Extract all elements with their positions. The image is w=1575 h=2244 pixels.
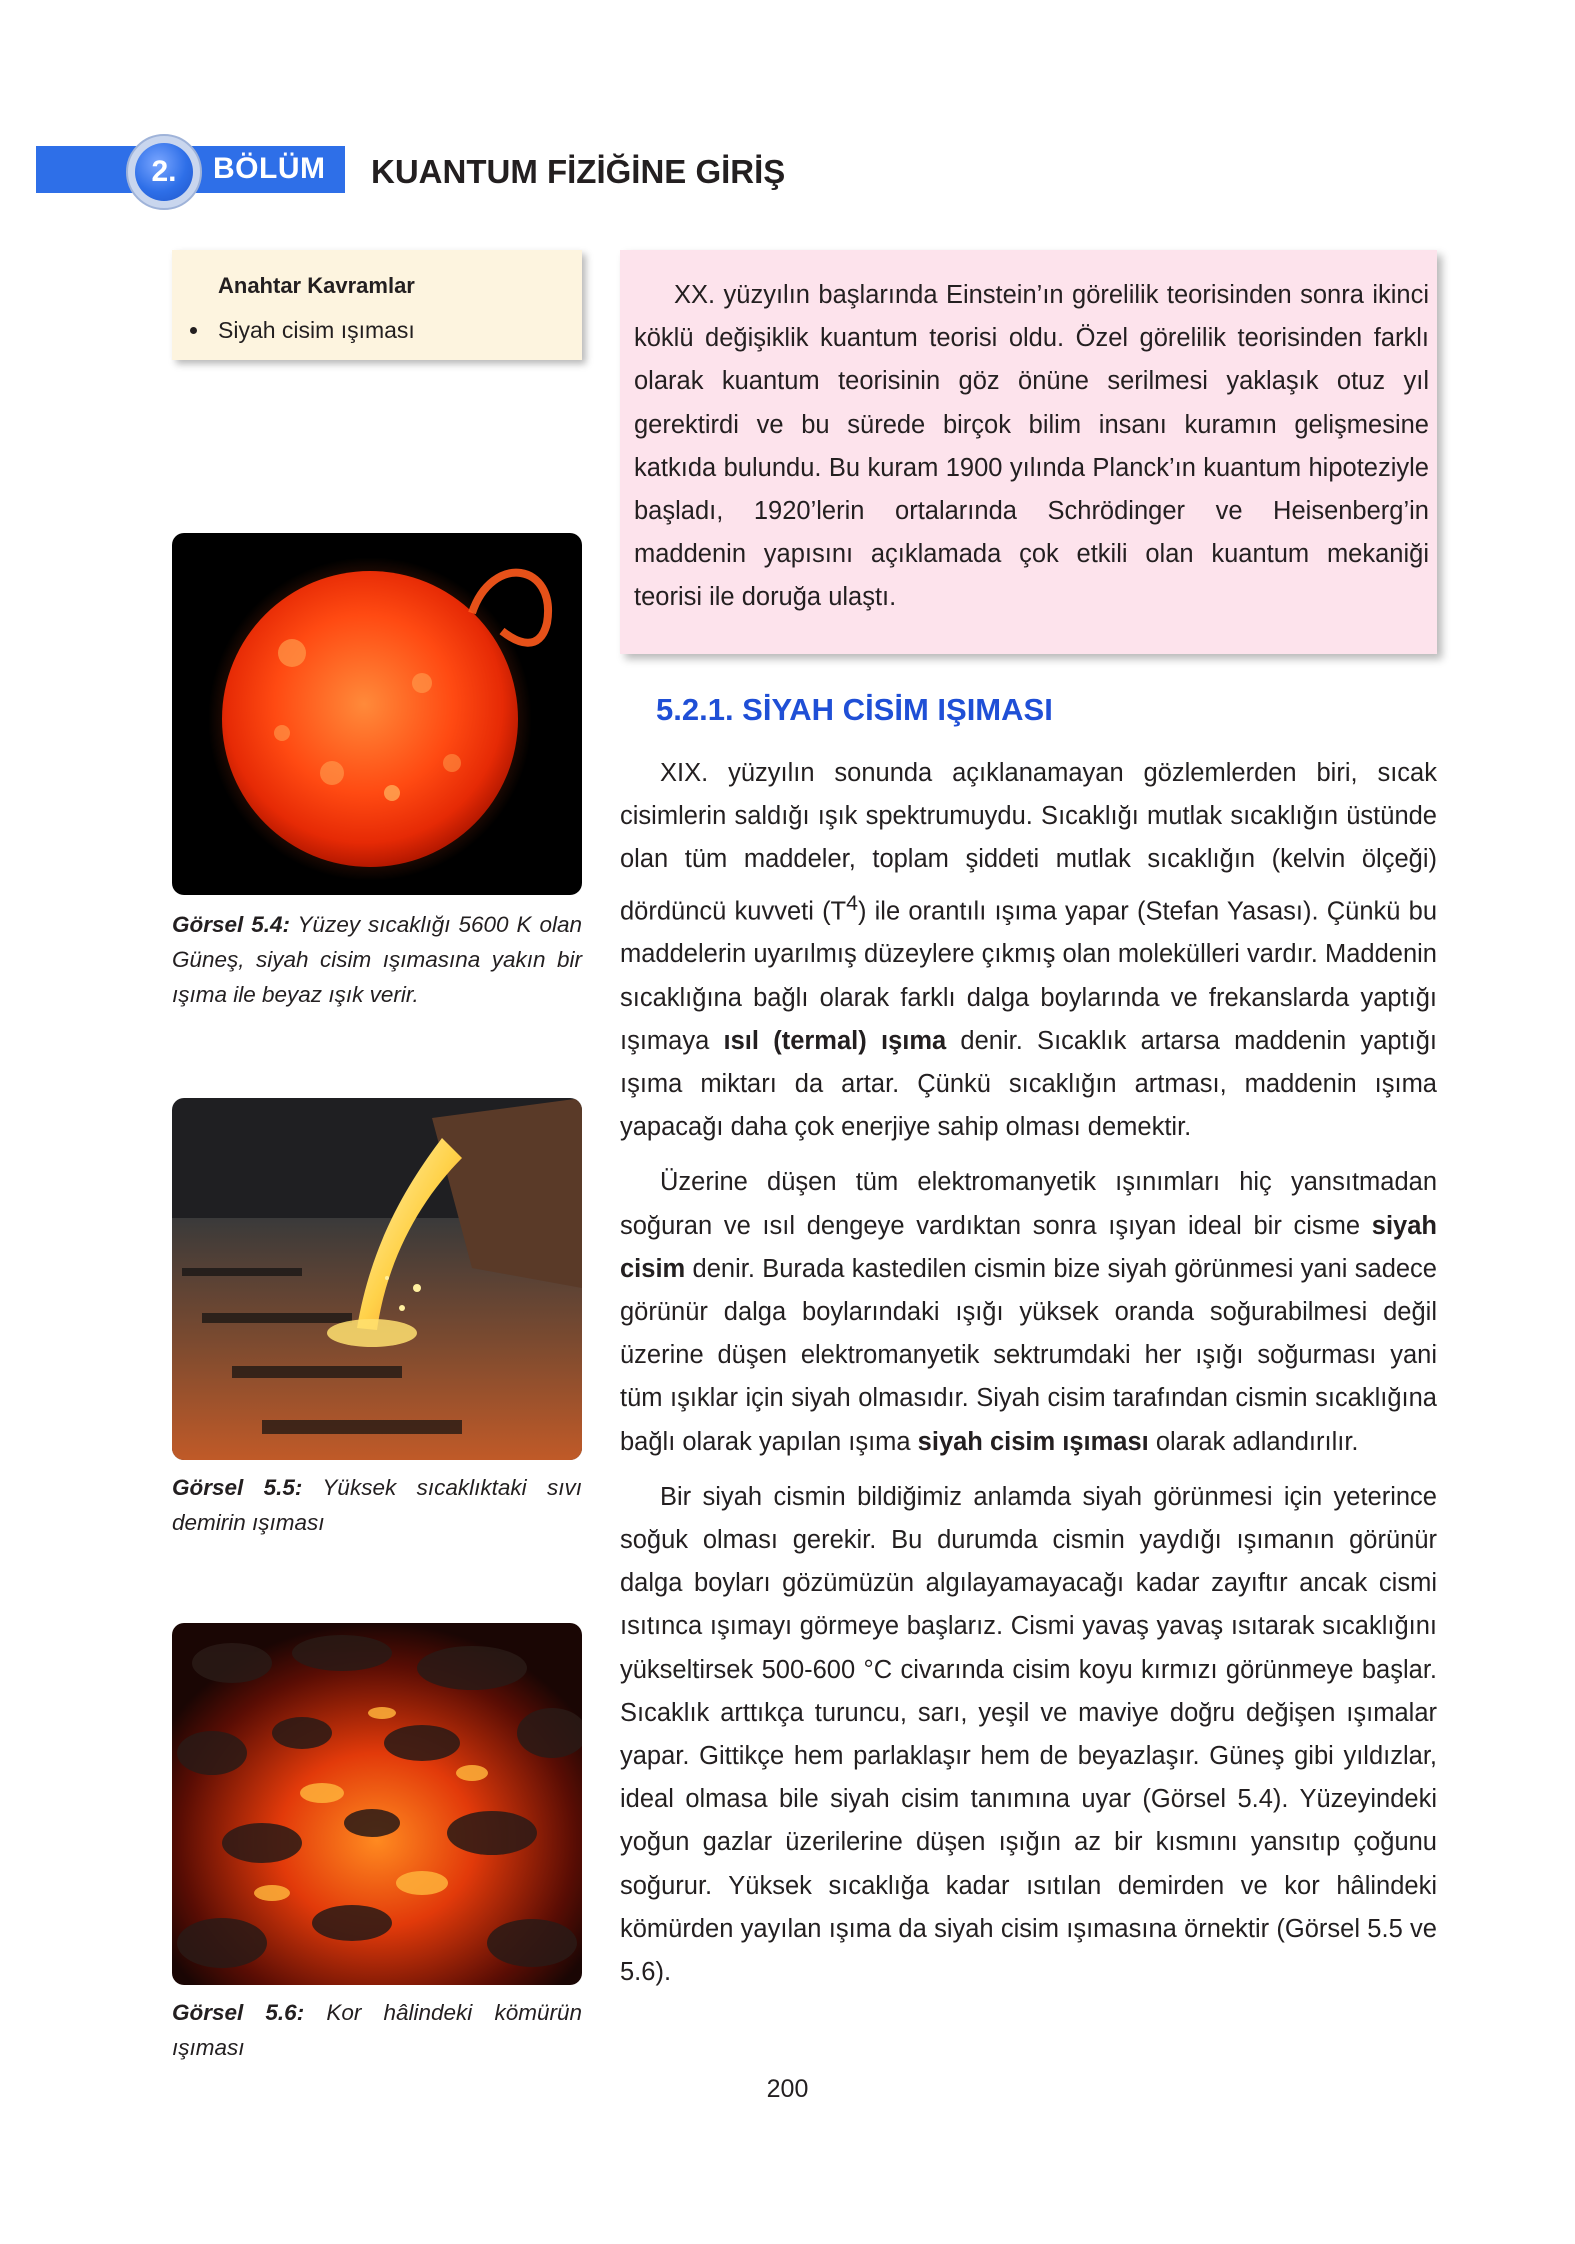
sun-photo	[172, 533, 582, 895]
section-title: 5.2.1. SİYAH CİSİM IŞIMASI	[656, 692, 1053, 727]
paragraph-text: Üzerine düşen tüm elektromanyetik ışınımları hiç yansıtmadan soğuran ve ısıl dengeye vardıktan sonra ışıyan ideal bir cisme	[620, 1168, 1437, 1240]
chapter-number-badge	[135, 143, 193, 201]
key-concepts-list	[218, 316, 582, 344]
chapter-word: BÖLÜM	[213, 152, 326, 185]
figure-caption-5-5	[172, 1470, 582, 1540]
molten-iron-photo	[172, 1098, 582, 1460]
figure-caption-text: Yüksek sıcaklıktaki sıvı demirin ışıması	[172, 1475, 582, 1535]
figure-caption-5-6	[172, 1995, 582, 2065]
chapter-number: 2.	[151, 155, 177, 188]
paragraph-text: denir. Burada kastedilen cismin bize siyah görünmesi yani sadece görünür dalga boylarındaki ışığı yüksek oranda soğurabilmesi değil üzerine düşen elektromanyetik sektrumdaki her ışığı soğurması yani tüm ışıklar için siyah olmasıdır. Siyah cisim tarafından cismin sıcaklığına bağlı olarak yapılan ışıma	[620, 1254, 1437, 1456]
paragraph-2	[620, 1161, 1437, 1463]
intro-text: XX. yüzyılın başlarında Einstein’ın görelilik teorisinden sonra ikinci köklü değişiklik kuantum teorisi oldu. Özel görelilik teorisinden farklı olarak kuantum teorisinin göz önüne serilmesi yaklaşık otuz yıl gerektirdi ve bu sürede birçok bilim insanı kuramın gelişmesine katkıda bulundu. Bu kuram 1900 yılında Planck’ın kuantum hipoteziyle başladı, 1920’lerin ortalarında Schrödinger ve Heisenberg’in maddenin yapısını açıklamada çok etkili olan kuantum mekaniği teorisi ile doruğa ulaştı.	[634, 281, 1429, 612]
page-number: 200	[766, 2075, 809, 2103]
figure-caption-text: Yüzey sıcaklığı 5600 K olan Güneş, siyah cisim ışımasına yakın bir ışıma ile beyaz ışık verir.	[172, 912, 582, 1007]
key-concepts-box	[172, 250, 582, 360]
chapter-title: KUANTUM FİZİĞİNE GİRİŞ	[371, 153, 786, 190]
figure-label: Görsel 5.5:	[172, 1475, 303, 1500]
term-black-body: siyah cisim	[620, 1211, 1437, 1283]
paragraph-text: denir. Sıcaklık artarsa maddenin yaptığı ışıma miktarı da artar. Çünkü sıcaklığın artması, maddenin ışıma yapacağı daha çok enerjiye sahip olması demektir.	[620, 1026, 1437, 1142]
paragraph-3: Bir siyah cismin bildiğimiz anlamda siyah görünmesi için yeterince soğuk olması gerekir. Bu durumda cismin yaydığı ışımanın görünür dalga boyları gözümüzün algılayamayacağı kadar zayıftır ancak cismi ısıtınca ışımayı görmeye başlarız. Cismi yavaş yavaş ısıtarak sıcaklığını yükseltirsek 500-600 °C civarında cisim koyu kırmızı görünmeye başlar. Sıcaklık arttıkça turuncu, sarı, yeşil ve maviye doğru değişen ışımalar yapar. Gittikçe hem parlaklaşır hem de beyazlaşır. Güneş gibi yıldızlar, ideal olmasa bile siyah cisim tanımına uyar (Görsel 5.4). Yüzeyindeki yoğun gazlar üzerilerine düşen ışığın az bir kısmını yansıtıp çoğunu soğurur. Yüksek sıcaklığa kadar ısıtılan demirden ve kor hâlindeki kömürden yayılan ışıma da siyah cisim ışımasına örnektir (Görsel 5.5 ve 5.6).	[620, 1482, 1437, 1986]
figure-label: Görsel 5.4:	[172, 912, 290, 937]
key-concept-item: Siyah cisim ışıması	[218, 316, 582, 344]
key-concepts-title: Anahtar Kavramlar	[218, 273, 415, 298]
figure-caption-text: Kor hâlindeki kömürün ışıması	[172, 2000, 582, 2060]
paragraph-text: XIX. yüzyılın sonunda açıklanamayan gözlemlerden biri, sıcak cisimlerin saldığı ışık spektrumuydu. Sıcaklığı mutlak sıcaklığın üstünde olan tüm maddeler, toplam şiddeti mutlak sıcaklığın (kelvin ölçeği) dördüncü kuvveti (T	[620, 759, 1437, 926]
term-thermal-radiation: ısıl (termal) ışıma	[723, 1026, 947, 1055]
figure-caption-5-4	[172, 907, 582, 1012]
term-black-body-radiation: siyah cisim ışıması	[917, 1427, 1149, 1456]
paragraph-1	[620, 752, 1437, 1149]
glowing-coal-photo	[172, 1623, 582, 1985]
intro-box	[620, 250, 1437, 654]
paragraph-text: ) ile orantılı ışıma yapar (Stefan Yasası). Çünkü bu maddelerin uyarılmış düzeylere çıkmış olan molekülleri vardır. Maddenin sıcaklığına bağlı olarak farklı dalga boylarında ve frekanslarda yaptığı ışımaya	[620, 897, 1437, 1055]
main-text-column	[620, 752, 1437, 2006]
superscript: 4	[846, 890, 858, 915]
figure-label: Görsel 5.6:	[172, 2000, 305, 2025]
paragraph-text: olarak adlandırılır.	[1148, 1427, 1359, 1456]
